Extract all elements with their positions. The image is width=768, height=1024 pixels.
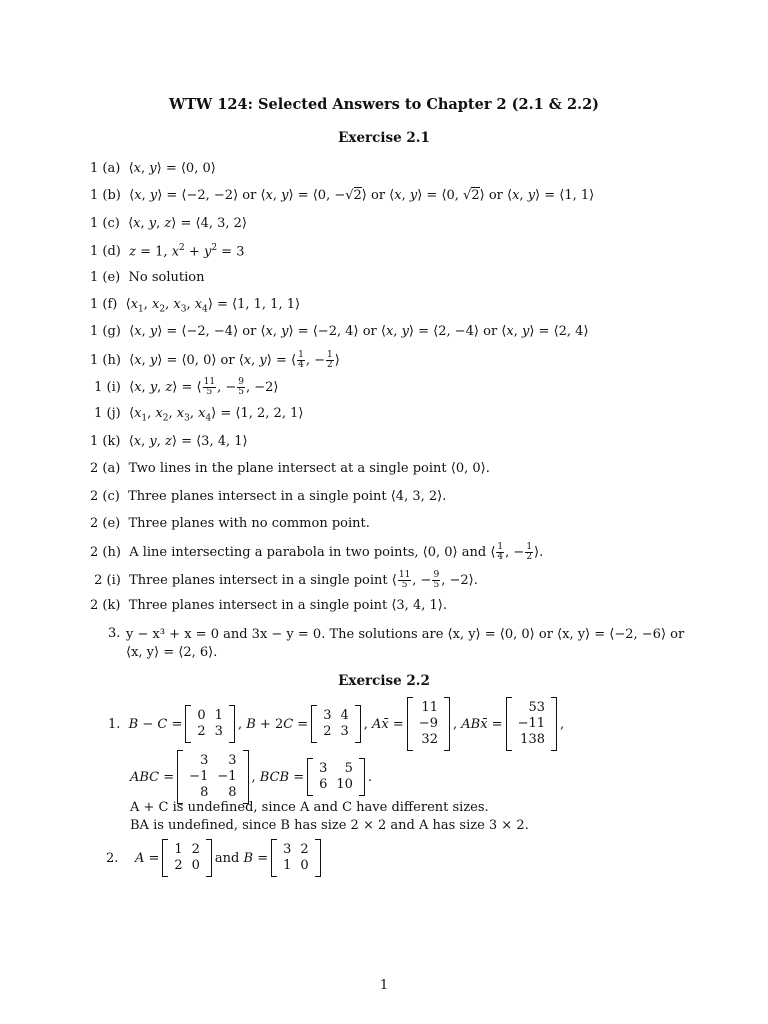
answer-text: Two lines in the plane intersect at a single point xyxy=(128,461,447,476)
answer-2-2-2: 2. A = 1 2 2 0 and B = 3 2 1 0 xyxy=(106,838,324,878)
section-heading-exercise-2-2: Exercise 2.2 xyxy=(338,673,430,689)
answer-label: 1 (i) xyxy=(94,380,121,395)
answer-1h: 1 (h) ⟨x, y⟩ = ⟨0, 0⟩ or ⟨x, y⟩ = ⟨ $\frac{1}{4}$ , − $\frac{1}{2}$ ⟩ xyxy=(90,350,340,370)
answer-2e xyxy=(90,516,370,531)
answer-3-line-2: ⟨x, y⟩ = ⟨2, 6⟩. xyxy=(126,645,218,660)
page-title: WTW 124: Selected Answers to Chapter 2 (2.1 & 2.2) xyxy=(168,96,600,113)
answer-1j: 1 (j) $⟨x_1$, $x_2$, $x_3$, $x_4⟩$ = ⟨1, 2, 2, 1⟩ xyxy=(94,406,304,424)
answer-label: 1 (d) xyxy=(90,244,121,260)
answer-3-line-1: y − x³ + x = 0 and 3x − y = 0. The solutions are ⟨x, y⟩ = ⟨0, 0⟩ or ⟨x, y⟩ = ⟨−2, −6⟩ or xyxy=(126,627,685,642)
answer-text: Three planes with no common point. xyxy=(128,516,370,531)
answer-label: 1 (k) xyxy=(90,434,121,449)
answer-label: 2 (e) xyxy=(90,516,121,531)
answer-1c: 1 (c) ⟨x, y, z⟩ = ⟨4, 3, 2⟩ xyxy=(90,216,247,231)
answer-text: Three planes intersect in a single point xyxy=(128,598,388,613)
answer-text: No solution xyxy=(128,270,205,285)
answer-2a: 2 (a) Two lines in the plane intersect at a single point ⟨0, 0⟩. xyxy=(90,461,490,476)
answer-2c: 2 (c) Three planes intersect in a single point ⟨4, 3, 2⟩. xyxy=(90,489,447,504)
matrix-ax: 11 −9 32 xyxy=(407,697,450,751)
answer-label: 1 (h) xyxy=(90,353,121,368)
answer-3 xyxy=(126,626,696,662)
question-3-number: 3. xyxy=(108,626,121,641)
answer-label: 1 (j) xyxy=(94,406,121,421)
answer-1k: 1 (k) ⟨x, y, z⟩ = ⟨3, 4, 1⟩ xyxy=(90,434,248,449)
matrix-bcb: 3 5 6 10 xyxy=(307,758,365,796)
answer-label: 1 (a) xyxy=(90,161,121,176)
answer-label: 1 (e) xyxy=(90,270,121,285)
answer-label: 1 (g) xyxy=(90,324,121,339)
undefined-note-1: A + C is undefined, since A and C have different sizes. xyxy=(130,800,489,815)
answer-2i: 2 (i) Three planes intersect in a single point ⟨ $\frac{11}{5}$ , − $\frac{9}{5}$ , −2⟩. xyxy=(94,570,478,590)
answer-1b: 1 (b) ⟨x, y⟩ = ⟨−2, −2⟩ or ⟨x, y⟩ = ⟨0, −√2⟩ or ⟨x, y⟩ = ⟨0, √2⟩ or ⟨x, y⟩ = ⟨1, 1⟩ xyxy=(90,188,595,203)
matrix-b-minus-c: 0 1 2 3 xyxy=(185,705,235,743)
answer-text: Three planes intersect in a single point xyxy=(129,573,388,588)
answer-label: 2 (h) xyxy=(90,545,121,560)
answer-2-2-1-row-2: ABC = 3 3 −1 −1 8 8 , BCB = 3 5 6 10 . xyxy=(130,750,372,804)
question-1-number: 1. xyxy=(108,716,121,732)
answer-text: Three planes intersect in a single point xyxy=(128,489,387,504)
question-2-number: 2. xyxy=(106,850,119,866)
answer-label: 2 (k) xyxy=(90,598,121,613)
matrix-abc: 3 3 −1 −1 8 8 xyxy=(177,750,248,804)
matrix-abx: 53 −11 138 xyxy=(506,697,557,751)
and-label: and xyxy=(214,850,240,866)
answer-1a: 1 (a) ⟨x, y⟩ = ⟨0, 0⟩ xyxy=(90,161,216,176)
matrix-a: 1 2 2 0 xyxy=(162,839,212,877)
answer-1g: 1 (g) ⟨x, y⟩ = ⟨−2, −4⟩ or ⟨x, y⟩ = ⟨−2, 4⟩ or ⟨x, y⟩ = ⟨2, −4⟩ or ⟨x, y⟩ = ⟨2, 4⟩ xyxy=(90,324,589,339)
answer-label: 2 (c) xyxy=(90,489,120,504)
answer-label: 1 (f) xyxy=(90,297,118,312)
page-number: 1 xyxy=(379,978,389,993)
answer-label: 2 (a) xyxy=(90,461,121,476)
answer-1e xyxy=(90,270,204,285)
answer-1d: 1 (d) z = 1, $x^2 + y^2 = 3$ xyxy=(90,243,245,260)
answer-label: 1 (b) xyxy=(90,188,121,203)
answer-1f: 1 (f) $⟨x_1$, $x_2$, $x_3$, $x_4⟩$ = ⟨1, 1, 1, 1⟩ xyxy=(90,297,301,315)
section-heading-exercise-2-1: Exercise 2.1 xyxy=(338,130,430,146)
answer-label: 2 (i) xyxy=(94,573,121,588)
answer-2-2-1-row-1: 1. B − C = 0 1 2 3 , B + 2 C = 3 4 2 3 , A x̄ = 11 −9 32 , AB x̄ = 53 −11 138 , xyxy=(108,696,564,752)
matrix-b-plus-2c: 3 4 2 3 xyxy=(311,705,361,743)
answer-1i: 1 (i) ⟨x, y, z⟩ = ⟨ $\frac{11}{5}$ , − $\frac{9}{5}$ , −2⟩ xyxy=(94,377,279,397)
answer-text: A line intersecting a parabola in two points, xyxy=(129,545,419,560)
matrix-b: 3 2 1 0 xyxy=(271,839,321,877)
answer-2k: 2 (k) Three planes intersect in a single point ⟨3, 4, 1⟩. xyxy=(90,598,447,613)
answer-2h: 2 (h) A line intersecting a parabola in two points, ⟨0, 0⟩ and ⟨ $\frac{1}{4}$ , − $\frac{1}{2}$ ⟩. xyxy=(90,542,544,562)
answer-label: 1 (c) xyxy=(90,216,120,231)
undefined-note-2: BA is undefined, since B has size 2 × 2 and A has size 3 × 2. xyxy=(130,818,529,833)
